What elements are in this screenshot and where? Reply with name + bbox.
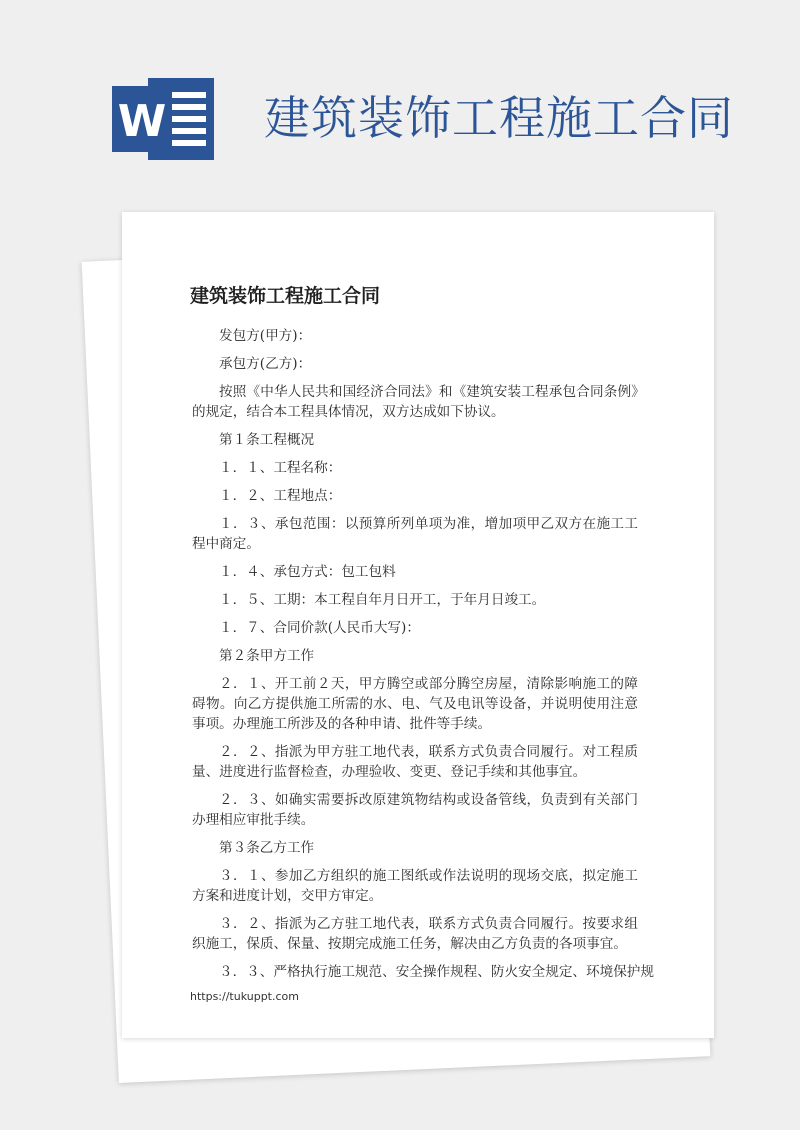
paragraph-3-2: ３．２、指派为乙方驻工地代表，联系方式负责合同履行。按要求组织施工，保质、保量、按期完成施工任务，解决由乙方负责的各项事宜。 [192,916,638,952]
paragraph-1-2: １．２、工程地点： [219,488,342,504]
paragraph-2-1: ２．１、开工前２天，甲方腾空或部分腾空房屋，清除影响施工的障碍物。向乙方提供施工所需的水、电、气及电讯等设备，并说明使用注意事项。办理施工所涉及的各种申请、批件等手续。 [192,676,638,732]
paragraph-client: 发包方(甲方)： [219,328,312,344]
section-heading-3: 第３条乙方工作 [219,840,315,856]
document-title: 建筑装饰工程施工合同 [190,285,381,307]
paragraph-1-7: １．７、合同价款(人民币大写)： [219,620,420,636]
word-document-icon [112,78,214,160]
footer-url: https://tukuppt.com [190,990,299,1003]
section-heading-2: 第２条甲方工作 [219,648,315,664]
paragraph-preamble: 按照《中华人民共和国经济合同法》和《建筑安装工程承包合同条例》的规定，结合本工程具体情况，双方达成如下协议。 [192,384,638,420]
section-heading-1: 第１条工程概况 [219,432,315,448]
paragraph-contractor: 承包方(乙方)： [219,356,312,372]
paragraph-3-1: ３．１、参加乙方组织的施工图纸或作法说明的现场交底，拟定施工方案和进度计划，交甲方审定。 [192,868,638,904]
paragraph-1-5: １．５、工期：本工程自年月日开工，于年月日竣工。 [219,592,546,608]
header-title: 建筑装饰工程施工合同 [264,91,734,145]
paragraph-1-3: １．３、承包范围：以预算所列单项为准，增加项甲乙双方在施工工程中商定。 [192,516,638,552]
paragraph-3-3: ３．３、严格执行施工规范、安全操作规程、防火安全规定、环境保护规 [219,964,654,980]
paragraph-1-4: １．４、承包方式：包工包料 [219,564,396,580]
document-body [192,326,654,990]
paragraph-1-1: １．１、工程名称： [219,460,342,476]
word-icon-letter: W [117,96,167,147]
paragraph-2-3: ２．３、如确实需要拆改原建筑物结构或设备管线，负责到有关部门办理相应审批手续。 [192,792,638,828]
paragraph-2-2: ２．２、指派为甲方驻工地代表，联系方式负责合同履行。对工程质量、进度进行监督检查，办理验收、变更、登记手续和其他事宜。 [192,744,638,780]
